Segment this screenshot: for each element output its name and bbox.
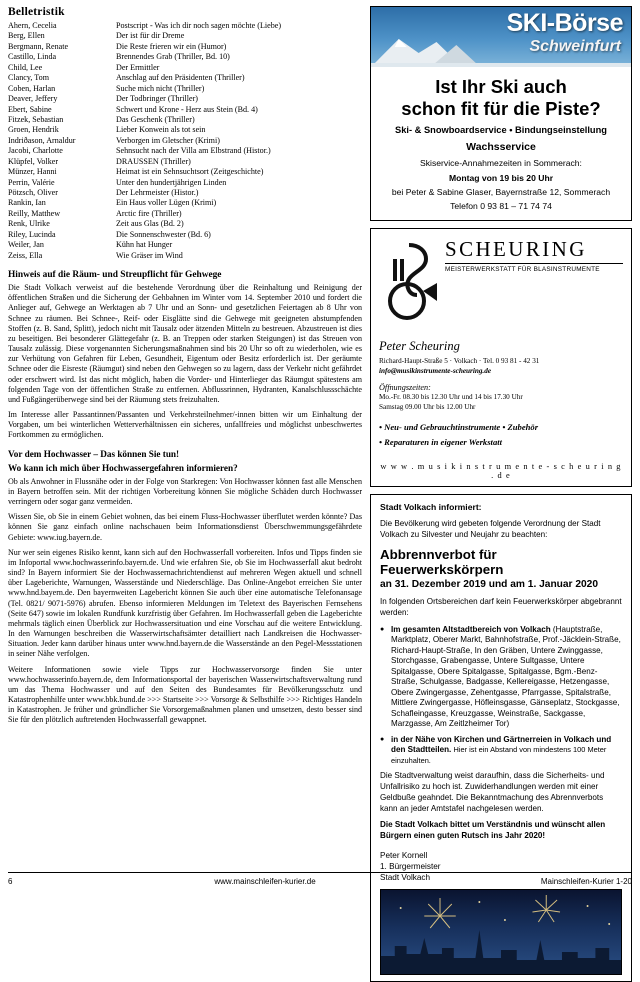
- ad-person-name: Peter Scheuring: [379, 339, 460, 354]
- notice-bullet-2-text: Hier ist ein Abstand von mindestens 100 Meter einzuhalten.: [391, 745, 607, 765]
- notice-subtitle: an 31. Dezember 2019 und am 1. Januar 2020: [380, 579, 599, 591]
- notice-bullet-1-text: (Hauptstraße, Marktplatz, Oberer Markt, Bahnhofstraße, Prof.-Jäcklein-Straße, Richard-Haupt-Straße, In den Gräben, Untere Zwinggasse, Storchgasse, Grabengasse, Untere Sultgasse, Untere Spitalgasse, Obere Spitalgasse, Spitalgasse, Bgm.-Benz-Straße, Schulgasse, Badgasse, Kellereigasse, Hetzengasse, Obere Zwingergasse, Zehentgasse, Pfarrgasse, Spitalstraße, Mittlere Zwingergasse, Höfleinsgasse, Gänseplatz, Stockgasse, Schafleingasse, Kreuzgasse, Weinstraße, Sackgasse, Marzgasse, Am Zeitlzheimer Tor): [391, 624, 621, 729]
- notice-bullet-2-title: in der Nähe von Kirchen und Gärtnerreien in Volkach und den Stadtteilen.: [391, 734, 612, 755]
- ad-hours-saturday: Samstag 09.00 Uhr bis 12.00 Uhr: [379, 403, 476, 412]
- author-name: Riley, Lucinda: [8, 229, 56, 239]
- list-item: [8, 73, 362, 83]
- article-heading-hochwasser-2: Wo kann ich mich über Hochwassergefahren informieren?: [8, 462, 238, 473]
- book-title: Anschlag auf den Präsidenten (Thriller): [116, 73, 245, 83]
- book-title: Kühn hat Hunger: [116, 240, 173, 250]
- book-title: Zeit aus Glas (Bd. 2): [116, 219, 184, 229]
- list-item: [8, 198, 362, 208]
- left-column: [8, 6, 362, 864]
- ad-website[interactable]: w w w . m u s i k i n s t r u m e n t e - s c h e u r i n g . d e: [380, 462, 622, 481]
- ad-bullet-2: • Reparaturen in eigener Werkstatt: [379, 437, 503, 448]
- book-title: Postscript - Was ich dir noch sagen möchte (Liebe): [116, 21, 282, 30]
- ad-body: [371, 67, 631, 220]
- ad-headline-2: schon fit für die Piste?: [401, 97, 601, 119]
- notice-stadt-volkach: [370, 494, 632, 982]
- fireworks-photo: [380, 889, 622, 975]
- article-heading-hochwasser-1: Vor dem Hochwasser – Das können Sie tun!: [8, 448, 180, 459]
- notice-heading: Stadt Volkach informiert:: [380, 502, 482, 513]
- tuba-icon-svg: [379, 239, 441, 325]
- signature-name: Peter Kornell: [380, 850, 428, 860]
- list-item: [8, 146, 362, 156]
- book-title: Suche mich nicht (Thriller): [116, 83, 205, 93]
- ad-line-2: Montag von 19 bis 20 Uhr: [448, 172, 554, 183]
- book-list: [8, 21, 362, 261]
- list-item: [8, 42, 362, 52]
- list-item: [8, 31, 362, 41]
- article-paragraph: Die Stadt Volkach verweist auf die bestehende Verordnung über die Reinhaltung und Reinigung der öffentlichen Straßen und die Sicherung der Gehbahnen im Winter vom 14. September 2010 und fordert die Anlieger auf, Gehwege an Werktagen ab 7 Uhr und an Sonn- und gesetzlichen Feiertagen ab 8 Uhr von Schnee zu räumen. Bei Schnee-, Reif- oder Eisglätte sind die Gehwege mit geeigneten abstumpfenden Stoffen (z. B. Sand, Splitt), jedoch nicht mit Tausalz oder ätzenden Mitteln zu bestreuen. Abzustreuen ist dies zu beseitigen. Bei besonderer Glättegefahr (z. B. an Treppen oder starken Steigungen) ist das Streuen von Tausalz zulässig. Diese vorgenannten Sicherungsmaßnahmen sind bis 20 Uhr so oft zu wiederholen, wie es zur Verhütung von Gefahren für Leben, Gesundheit, Eigentum oder Besitz erforderlich ist. Der geräumte Schnee oder die Eisreste (Räumgut) sind neben den Gehwegen so zu lagern, dass der Verkehr nicht gefährdet oder erschwert wird. Ist das nicht möglich, haben die Vorder- und Hinterlieger das Räumgut spätestens am folgenden Tage von der öffentlichen Straße zu entfernen. Abflussrinnen, Hydranten, Kanalschlussschächte und Fußgängerüberwege sind bei der Räumung stets freizuhalten.: [8, 283, 362, 404]
- book-title: Brennendes Grab (Thriller, Bd. 10): [116, 52, 230, 62]
- list-item: [8, 115, 362, 125]
- list-item: [8, 21, 362, 31]
- author-name: Perrin, Valérie: [8, 177, 55, 187]
- fireworks-illustration: [381, 890, 621, 974]
- list-item: [8, 240, 362, 250]
- book-title: Die Sonnenschwester (Bd. 6): [116, 229, 211, 239]
- article-paragraph: Nur wer sein eigenes Risiko kennt, kann sich auf den Hochwasserfall vorbereiten. Infos und Tipps finden sie im Infoportal www.hochwasserinfo.bayern.de. Und wie erfahren Sie, ob Sie im Hochwasserfall akut bedroht sind? In Bayern informiert Sie der Hochwassernachrichtendienst auf mehreren Wegen aktuell und schnell über Lageberichte, Warnungen, Wasserstände und Niederschläge. Das Online-Angebot erreichen Sie unter www.hnd.bayern.de. Den bayernweiten Lagebericht können Sie auch über eine automatische Telefonansage (Tel. 0821/ 9071-5976) abrufen. Ebenso informieren Meldungen im Teletext des Bayerischen Fernsehens (Seite 647) sowie im lokalen Rundfunk kurzfristig über Gefahren. Im Hochwasserfall geben die Lageberichte mehrmals täglich einen Überblick zur Hochwassersituation und eine Vorschau auf die weitere Entwicklung. In den Warnungen beschreiben die Wasserwirtschaftsämter detailliert nach Landkreisen die Hochwasser-Situation. Jeder kann darüber hinaus unter www.hnd.bayern.de die Wasserstände an den Pegel-Messstationen in seiner Nähe verfolgen.: [8, 547, 362, 659]
- list-item: [8, 52, 362, 62]
- author-name: Ahern, Cecelia: [8, 21, 57, 30]
- book-title: Sehnsucht nach der Villa am Elbstrand (Histor.): [116, 146, 271, 156]
- author-name: Renk, Ulrike: [8, 219, 50, 229]
- book-title: Der ist für dir Dreme: [116, 31, 185, 41]
- list-item: [8, 136, 362, 146]
- footer-website[interactable]: www.mainschleifen-kurier.de: [214, 877, 316, 886]
- list-item: [8, 230, 362, 240]
- author-name: Rankin, Ian: [8, 198, 46, 208]
- book-title: Schwert und Krone - Herz aus Stein (Bd. 4): [116, 104, 258, 114]
- ad-wachsservice: Wachsservice: [466, 141, 536, 154]
- footer-issue: Mainschleifen-Kurier 1-20: [540, 877, 632, 886]
- author-name: Coben, Harlan: [8, 83, 56, 93]
- book-title: Heimat ist ein Sehnsuchtsort (Zeitgeschichte): [116, 167, 264, 177]
- author-name: Berg, Ellen: [8, 31, 45, 41]
- ad-address: Richard-Haupt-Straße 5 · Volkach · Tel. 0 93 81 - 42 31: [379, 357, 540, 366]
- list-item: [8, 84, 362, 94]
- ad-services: Ski- & Snowboardservice • Bindungseinstellung: [395, 125, 607, 136]
- list-item: [8, 209, 362, 219]
- author-name: Deaver, Jeffery: [8, 94, 58, 104]
- author-name: Jacobi, Charlotte: [8, 146, 63, 156]
- advertisement-ski-boerse[interactable]: [370, 6, 632, 221]
- ski-banner: [371, 7, 631, 67]
- author-name: Castillo, Linda: [8, 52, 57, 62]
- author-name: Groen, Hendrik: [8, 125, 59, 135]
- list-item: [8, 251, 362, 261]
- author-name: Pötzsch, Oliver: [8, 188, 58, 197]
- list-item: [8, 188, 362, 198]
- ad-line-3: bei Peter & Sabine Glaser, Bayernstraße 12, Sommerach: [391, 186, 611, 197]
- ad-title: SKI-Börse: [506, 9, 623, 37]
- page-footer: [8, 872, 632, 890]
- ad-tagline: MEISTERWERKSTATT FÜR BLASINSTRUMENTE: [445, 263, 623, 273]
- book-title: Verborgen im Gletscher (Krimi): [116, 135, 220, 145]
- article-paragraph: Wissen Sie, ob Sie in einem Gebiet wohnen, das bei einem Fluss-Hochwasser überflutet werden könnte? Das können Sie ganz einfach online nachschauen beim Informationsdienst Überschwemmungsgefährdete Gebiete: www.iug.bayern.de.: [8, 512, 362, 542]
- author-name: Weiler, Jan: [8, 240, 44, 250]
- book-title: Der Ermittler: [116, 62, 160, 72]
- book-title: Die Reste frieren wir ein (Humor): [116, 41, 227, 51]
- author-name: Klüpfel, Volker: [8, 156, 59, 166]
- ad-hours-weekday: Mo.-Fr. 08.30 bis 12.30 Uhr und 14 bis 17.30 Uhr: [379, 392, 523, 401]
- list-item: [8, 167, 362, 177]
- book-title: Ein Haus voller Lügen (Krimi): [116, 198, 217, 208]
- list-item: [8, 178, 362, 188]
- ad-headline-1: Ist Ihr Ski auch: [435, 76, 567, 97]
- author-name: Münzer, Hanni: [8, 167, 57, 177]
- ad-line-1: Skiservice-Annahmezeiten in Sommerach:: [420, 158, 582, 169]
- author-name: Fitzek, Sebastian: [8, 114, 64, 124]
- list-item: [8, 125, 362, 135]
- signature-role: 1. Bürgermeister: [380, 861, 441, 871]
- book-title: Arctic fire (Thriller): [116, 208, 182, 218]
- signature-org: Stadt Volkach: [380, 872, 431, 882]
- list-item: [8, 94, 362, 104]
- book-title: Unter den hundertjährigen Linden: [116, 177, 227, 187]
- ad-subtitle: Schweinfurt: [529, 38, 621, 55]
- author-name: Indriðason, Arnaldur: [8, 135, 76, 145]
- book-title: Der Lehrmeister (Histor.): [116, 188, 199, 197]
- author-name: Bergmann, Renate: [8, 41, 69, 51]
- author-name: Clancy, Tom: [8, 73, 50, 83]
- section-title-belletristik: Belletristik: [8, 6, 65, 18]
- book-title: Wie Gräser im Wind: [116, 250, 183, 260]
- list-item: [8, 157, 362, 167]
- author-name: Reilly, Matthew: [8, 208, 61, 218]
- page-number: 6: [8, 877, 13, 886]
- ad-header: [379, 235, 623, 330]
- ad-company-name: SCHEURING: [445, 237, 587, 262]
- tuba-icon: [379, 235, 441, 330]
- ad-line-4: Telefon 0 93 81 – 71 74 74: [450, 201, 552, 212]
- article-paragraph: Ob als Anwohner in Flussnähe oder in der Folge von Starkregen: Von Hochwasser können fast alle Menschen in Bayern betroffen sein. Mit der richtigen Vorbereitung können Sie mögliche Schäden durch Hochwasser verringern oder sogar ganz vermeiden.: [8, 476, 362, 507]
- book-title: Lieber Konwein als tot sein: [116, 125, 206, 135]
- ad-hours-title: Öffnungszeiten:: [379, 382, 431, 392]
- notice-paragraph: Die Stadtverwaltung weist daraufhin, dass die Sicherheits- und Unfallrisiko zu hoch ist. Zuwiderhandlungen werden mit einer Geldbuße geahndet. Die Bekanntmachung des Abrennverbots kann an jeder Amtstafel nachgelesen werden.: [380, 771, 605, 813]
- article-paragraph: Weitere Informationen sowie viele Tipps zur Hochwasservorsorge finden Sie unter www.hochwasserinfo.bayern.de, dem Informationsportal der bayerischen Wasserwirtschaftsverwaltung rund um das Thema Hochwasser und auf den Seiten des Bundesamtes für Bevölkerungsschutz und Katastrophenhilfe unter www.bbk.bund.de >>> Startseite >>> Vorsorge & Selbsthilfe >>> Richtiges Handeln in Katastrophen. Je früher und gründlicher Sie Vorsorgemaßnahmen planen und umsetzen, desto besser sind Sie für den plötzlich auftretenden Hochwasserfall gewappnet.: [8, 664, 362, 725]
- advertisement-scheuring[interactable]: [370, 228, 632, 487]
- notice-bullet-1: [380, 625, 622, 730]
- book-title: Der Todbringer (Thriller): [116, 94, 198, 104]
- article-paragraph: Im Interesse aller Passantinnen/Passanten und Verkehrsteilnehmer/-innen bitten wir um Einhaltung der Vorgaben, um bei winterlichen Wetterverhältnissen ein sicheres, unfallfreies und möglichst unbeschwertes Fortkommen zu ermöglichen.: [8, 410, 362, 440]
- notice-bullet-2: [380, 735, 622, 767]
- notice-intro: Die Bevölkerung wird gebeten folgende Verordnung der Stadt Volkach zu Silvester und Neujahr zu beachten:: [380, 519, 601, 539]
- notice-title: Abbrennverbot für Feuerwerkskörpern: [380, 546, 504, 577]
- ad-brand: [445, 235, 623, 273]
- notice-bullet-1-title: Im gesamten Altstadtbereich von Volkach: [391, 624, 551, 634]
- notice-lead: In folgenden Ortsbereichen darf kein Feuerwerkskörper abgebrannt werden:: [380, 597, 622, 617]
- notice-wish: Die Stadt Volkach bittet um Verständnis und wünscht allen Bürgern einen guten Rutsch ins Jahr 2020!: [380, 820, 606, 841]
- list-item: [8, 105, 362, 115]
- author-name: Zeiss, Ella: [8, 250, 43, 260]
- list-item: [8, 63, 362, 73]
- list-item: [8, 219, 362, 229]
- book-title: DRAUSSEN (Thriller): [116, 156, 191, 166]
- author-name: Ebert, Sabine: [8, 104, 52, 114]
- author-name: Child, Lee: [8, 62, 43, 72]
- ad-email[interactable]: info@musikinstrumente-scheuring.de: [379, 366, 492, 375]
- book-title: Das Geschenk (Thriller): [116, 114, 195, 124]
- ad-bullet-1: • Neu- und Gebrauchtinstrumente • Zubehör: [379, 422, 539, 433]
- article-heading-hinweis: Hinweis auf die Räum- und Streupflicht für Gehwege: [8, 270, 222, 281]
